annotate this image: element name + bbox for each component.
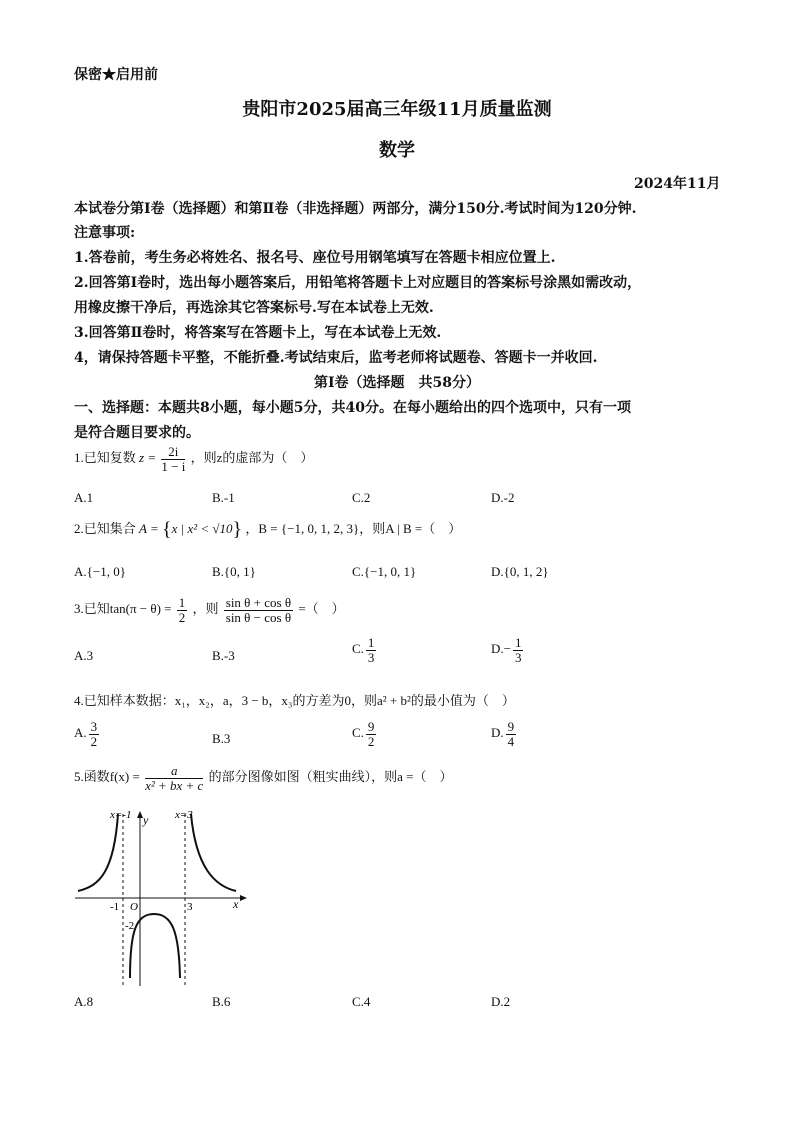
q2-prefix: 2.已知集合	[74, 521, 136, 536]
subject-title: 数学	[379, 140, 415, 161]
instructions-heading: 注意事项:	[74, 225, 136, 241]
instruction-item-2a: 2.回答第Ⅰ卷时，选出每小题答案后，用铅笔将答题卡上对应题目的答案标号涂黑如需改动，	[74, 275, 642, 291]
q5-option-d: D.2	[491, 994, 511, 1009]
q5-numerator: a	[145, 764, 203, 779]
label-asymptote-left: x=-1	[110, 809, 132, 821]
q4-option-c	[352, 720, 378, 748]
q3-expr-denominator: sin θ − cos θ	[225, 609, 292, 625]
label-asymptote-right: x=3	[175, 809, 193, 821]
left-branch-curve	[78, 814, 118, 891]
label-origin: O	[130, 901, 138, 913]
q5-denominator: x² + bx + c	[145, 777, 204, 793]
q1-option-a: A.1	[74, 490, 94, 505]
instructions-intro: 本试卷分第Ⅰ卷（选择题）和第Ⅱ卷（非选择题）两部分，满分150分.考试时间为120分钟.	[74, 201, 637, 217]
q1-variable: z =	[139, 450, 157, 466]
q3-given-numerator: 1	[178, 595, 186, 610]
q5-option-c: C.4	[352, 994, 371, 1009]
q3-option-a: A.3	[74, 648, 94, 663]
q2-brace-open: {	[162, 518, 172, 541]
q3-option-b: B.-3	[212, 648, 235, 663]
q1-prefix: 1.已知复数	[74, 450, 136, 466]
q1-option-b: B.-1	[212, 490, 235, 505]
label-tick-3: 3	[187, 901, 193, 913]
section-desc-a: 一、选择题：本题共8小题，每小题5分，共40分。在每小题给出的四个选项中，只有一项	[74, 400, 631, 416]
q1-fraction	[161, 445, 185, 473]
q3-option-c-fraction	[366, 636, 377, 664]
q3-option-c	[352, 636, 378, 664]
q5-function-graph	[70, 806, 250, 990]
q4-option-a	[74, 720, 101, 748]
section-title: 第Ⅰ卷（选择题 共58分）	[313, 375, 481, 391]
q4-option-a-label: A.	[74, 725, 87, 741]
q2-set-a-body: x | x² < √10	[171, 521, 233, 536]
q3-option-d-fraction	[513, 636, 524, 664]
instruction-item-1: 1.答卷前，考生务必将姓名、报名号、座位号用钢笔填写在答题卡相应位置上.	[74, 250, 556, 266]
q2-option-c: C.{−1, 0, 1}	[352, 564, 417, 579]
q3-prefix: 3.已知tan(π − θ) =	[74, 601, 172, 617]
q4-option-d-label: D.	[491, 725, 504, 741]
label-y-axis: y	[143, 813, 149, 827]
right-branch-curve	[191, 814, 236, 891]
q4-option-d-fraction	[506, 720, 517, 748]
q4-option-b: B.3	[212, 731, 231, 746]
q2-set-b: ，B = {−1, 0, 1, 2, 3}，则A | B =（ ）	[245, 521, 462, 536]
question-4: 4.已知样本数据：x₁，x₂，a，3 − b，x₃的方差为0，则a² + b²的最小值为（ ）	[74, 693, 515, 708]
exam-title: 贵阳市2025届高三年级11月质量监测	[242, 99, 552, 120]
q5-fraction	[145, 764, 203, 792]
x-axis-arrow	[240, 895, 247, 901]
q3-c-numerator: 1	[367, 635, 375, 650]
q2-brace-close: }	[232, 518, 243, 541]
q2-option-b: B.{0, 1}	[212, 564, 256, 579]
q3-expr-fraction	[224, 596, 293, 624]
label-tick-neg1: -1	[110, 901, 120, 913]
q4-option-a-fraction	[89, 720, 100, 748]
question-5	[74, 764, 452, 792]
q3-given-fraction	[177, 596, 188, 624]
q3-mid: ，则	[192, 601, 219, 617]
q5-option-a: A.8	[74, 994, 94, 1009]
q5-option-b: B.6	[212, 994, 231, 1009]
q4-c-numerator: 9	[367, 719, 375, 734]
middle-branch-curve	[130, 914, 180, 978]
label-x-axis: x	[233, 897, 239, 911]
q4-option-c-fraction	[366, 720, 377, 748]
exam-date: 2024年11月	[634, 176, 721, 192]
q3-expr-numerator: sin θ + cos θ	[225, 595, 292, 610]
q4-d-numerator: 9	[507, 719, 515, 734]
q4-d-denominator: 4	[507, 733, 515, 749]
q2-set-a: A =	[139, 521, 159, 536]
q3-suffix: =（ ）	[298, 601, 345, 617]
q2-option-d: D.{0, 1, 2}	[491, 564, 549, 579]
instruction-item-4: 4，请保持答题卡平整，不能折叠.考试结束后，监考老师将试题卷、答题卡一并收回.	[74, 350, 598, 366]
label-tick-neg2: -2	[125, 920, 135, 932]
q4-a-denominator: 2	[90, 733, 98, 749]
q3-d-denominator: 3	[514, 649, 522, 665]
q3-c-denominator: 3	[367, 649, 375, 665]
q4-option-d	[491, 720, 518, 748]
q3-option-d	[491, 636, 525, 664]
confidential-label: 保密★启用前	[74, 67, 158, 83]
q1-suffix: ，则z的虚部为（ ）	[190, 450, 314, 466]
question-3	[74, 596, 345, 624]
q3-given-denominator: 2	[178, 609, 186, 625]
question-1	[74, 445, 313, 473]
q1-numerator: 2i	[161, 445, 185, 460]
q3-option-d-label: D.−	[491, 641, 511, 657]
q4-a-numerator: 3	[90, 719, 98, 734]
q2-option-a: A.{−1, 0}	[74, 564, 126, 579]
instruction-item-2b: 用橡皮擦干净后，再选涂其它答案标号.写在本试卷上无效.	[74, 300, 434, 316]
q1-option-c: C.2	[352, 490, 371, 505]
q5-prefix: 5.函数f(x) =	[74, 769, 140, 785]
q3-d-numerator: 1	[514, 635, 522, 650]
section-desc-b: 是符合题目要求的。	[74, 425, 200, 441]
q4-c-denominator: 2	[367, 733, 375, 749]
q3-option-c-label: C.	[352, 641, 364, 657]
q1-option-d: D.-2	[491, 490, 515, 505]
q4-option-c-label: C.	[352, 725, 364, 741]
instruction-item-3: 3.回答第Ⅱ卷时，将答案写在答题卡上，写在本试卷上无效.	[74, 325, 442, 341]
question-2	[74, 518, 461, 542]
q1-denominator: 1 − i	[161, 458, 186, 474]
q5-suffix: 的部分图像如图（粗实曲线），则a =（ ）	[208, 769, 453, 785]
